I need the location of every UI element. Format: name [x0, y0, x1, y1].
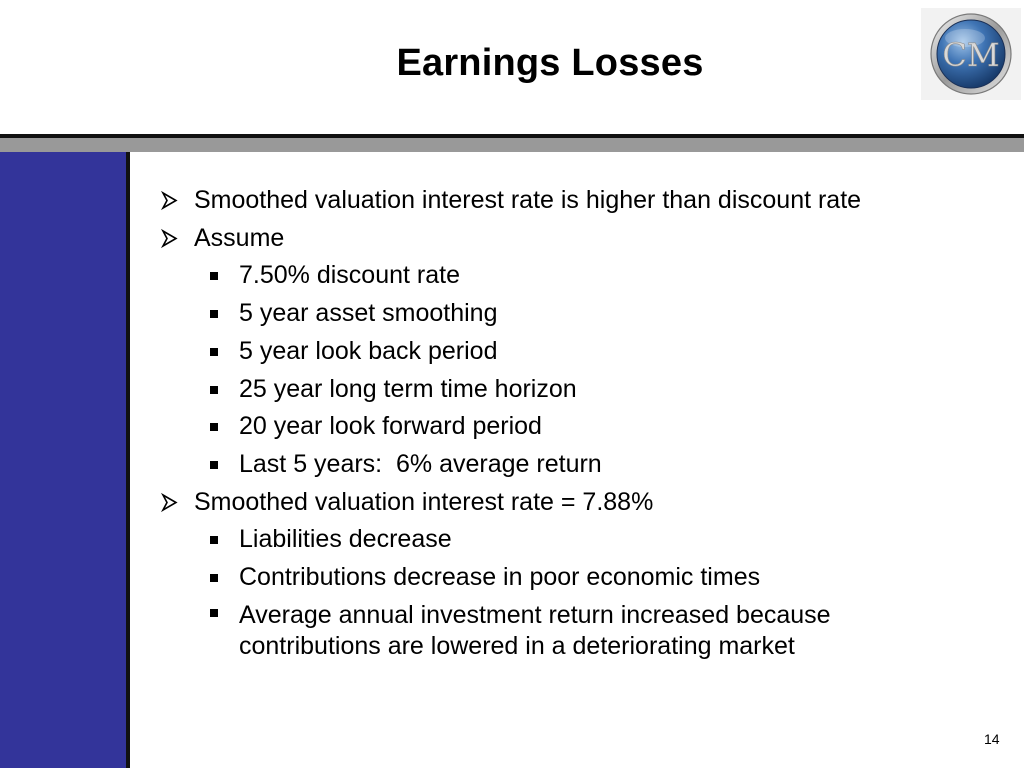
bullet-list — [158, 182, 978, 662]
square-bullet-icon — [210, 310, 218, 318]
bullet-text: 25 year long term time horizon — [239, 374, 577, 403]
header-divider-gray — [0, 138, 1024, 152]
cm-logo — [921, 8, 1021, 100]
svg-text:CM: CM — [942, 36, 1000, 74]
bullet-item — [158, 182, 978, 220]
bullet-text: Assume — [194, 223, 285, 252]
sub-bullet-item — [158, 521, 978, 559]
sub-bullet-item — [158, 295, 978, 333]
slide-title: Earnings Losses — [396, 42, 704, 84]
sub-bullet-item — [158, 371, 978, 409]
square-bullet-icon — [210, 386, 218, 394]
bullet-text: 7.50% discount rate — [239, 261, 460, 290]
square-bullet-icon — [210, 461, 218, 469]
square-bullet-icon — [210, 423, 218, 431]
sub-bullet-item — [158, 257, 978, 295]
bullet-item — [158, 484, 978, 522]
bullet-item — [158, 220, 978, 258]
bullet-text: Smoothed valuation interest rate = 7.88% — [194, 487, 654, 516]
sub-bullet-item — [158, 597, 978, 662]
sidebar-band — [0, 152, 126, 768]
bullet-text: 5 year asset smoothing — [239, 299, 498, 328]
square-bullet-icon — [210, 348, 218, 356]
bullet-text: Liabilities decrease — [239, 525, 452, 554]
square-bullet-icon — [210, 272, 218, 280]
sub-bullet-item — [158, 559, 978, 597]
arrow-bullet-icon — [160, 220, 180, 257]
page-number: 14 — [984, 731, 1000, 747]
square-bullet-icon — [210, 536, 218, 544]
arrow-bullet-icon — [160, 484, 180, 521]
bullet-text: 5 year look back period — [239, 336, 498, 365]
square-bullet-icon — [210, 609, 218, 617]
sub-bullet-item — [158, 333, 978, 371]
sub-bullet-item — [158, 446, 978, 484]
bullet-text: Contributions decrease in poor economic times — [239, 563, 761, 592]
sub-bullet-item — [158, 408, 978, 446]
sidebar-edge — [126, 152, 130, 768]
bullet-text: Average annual investment return increased because contributions are lowered in a deteriorating market — [239, 600, 831, 660]
bullet-text: Smoothed valuation interest rate is higher than discount rate — [194, 186, 862, 214]
bullet-text: 20 year look forward period — [239, 412, 542, 441]
arrow-bullet-icon — [160, 182, 180, 219]
bullet-text: Last 5 years: 6% average return — [239, 449, 602, 478]
square-bullet-icon — [210, 574, 218, 582]
